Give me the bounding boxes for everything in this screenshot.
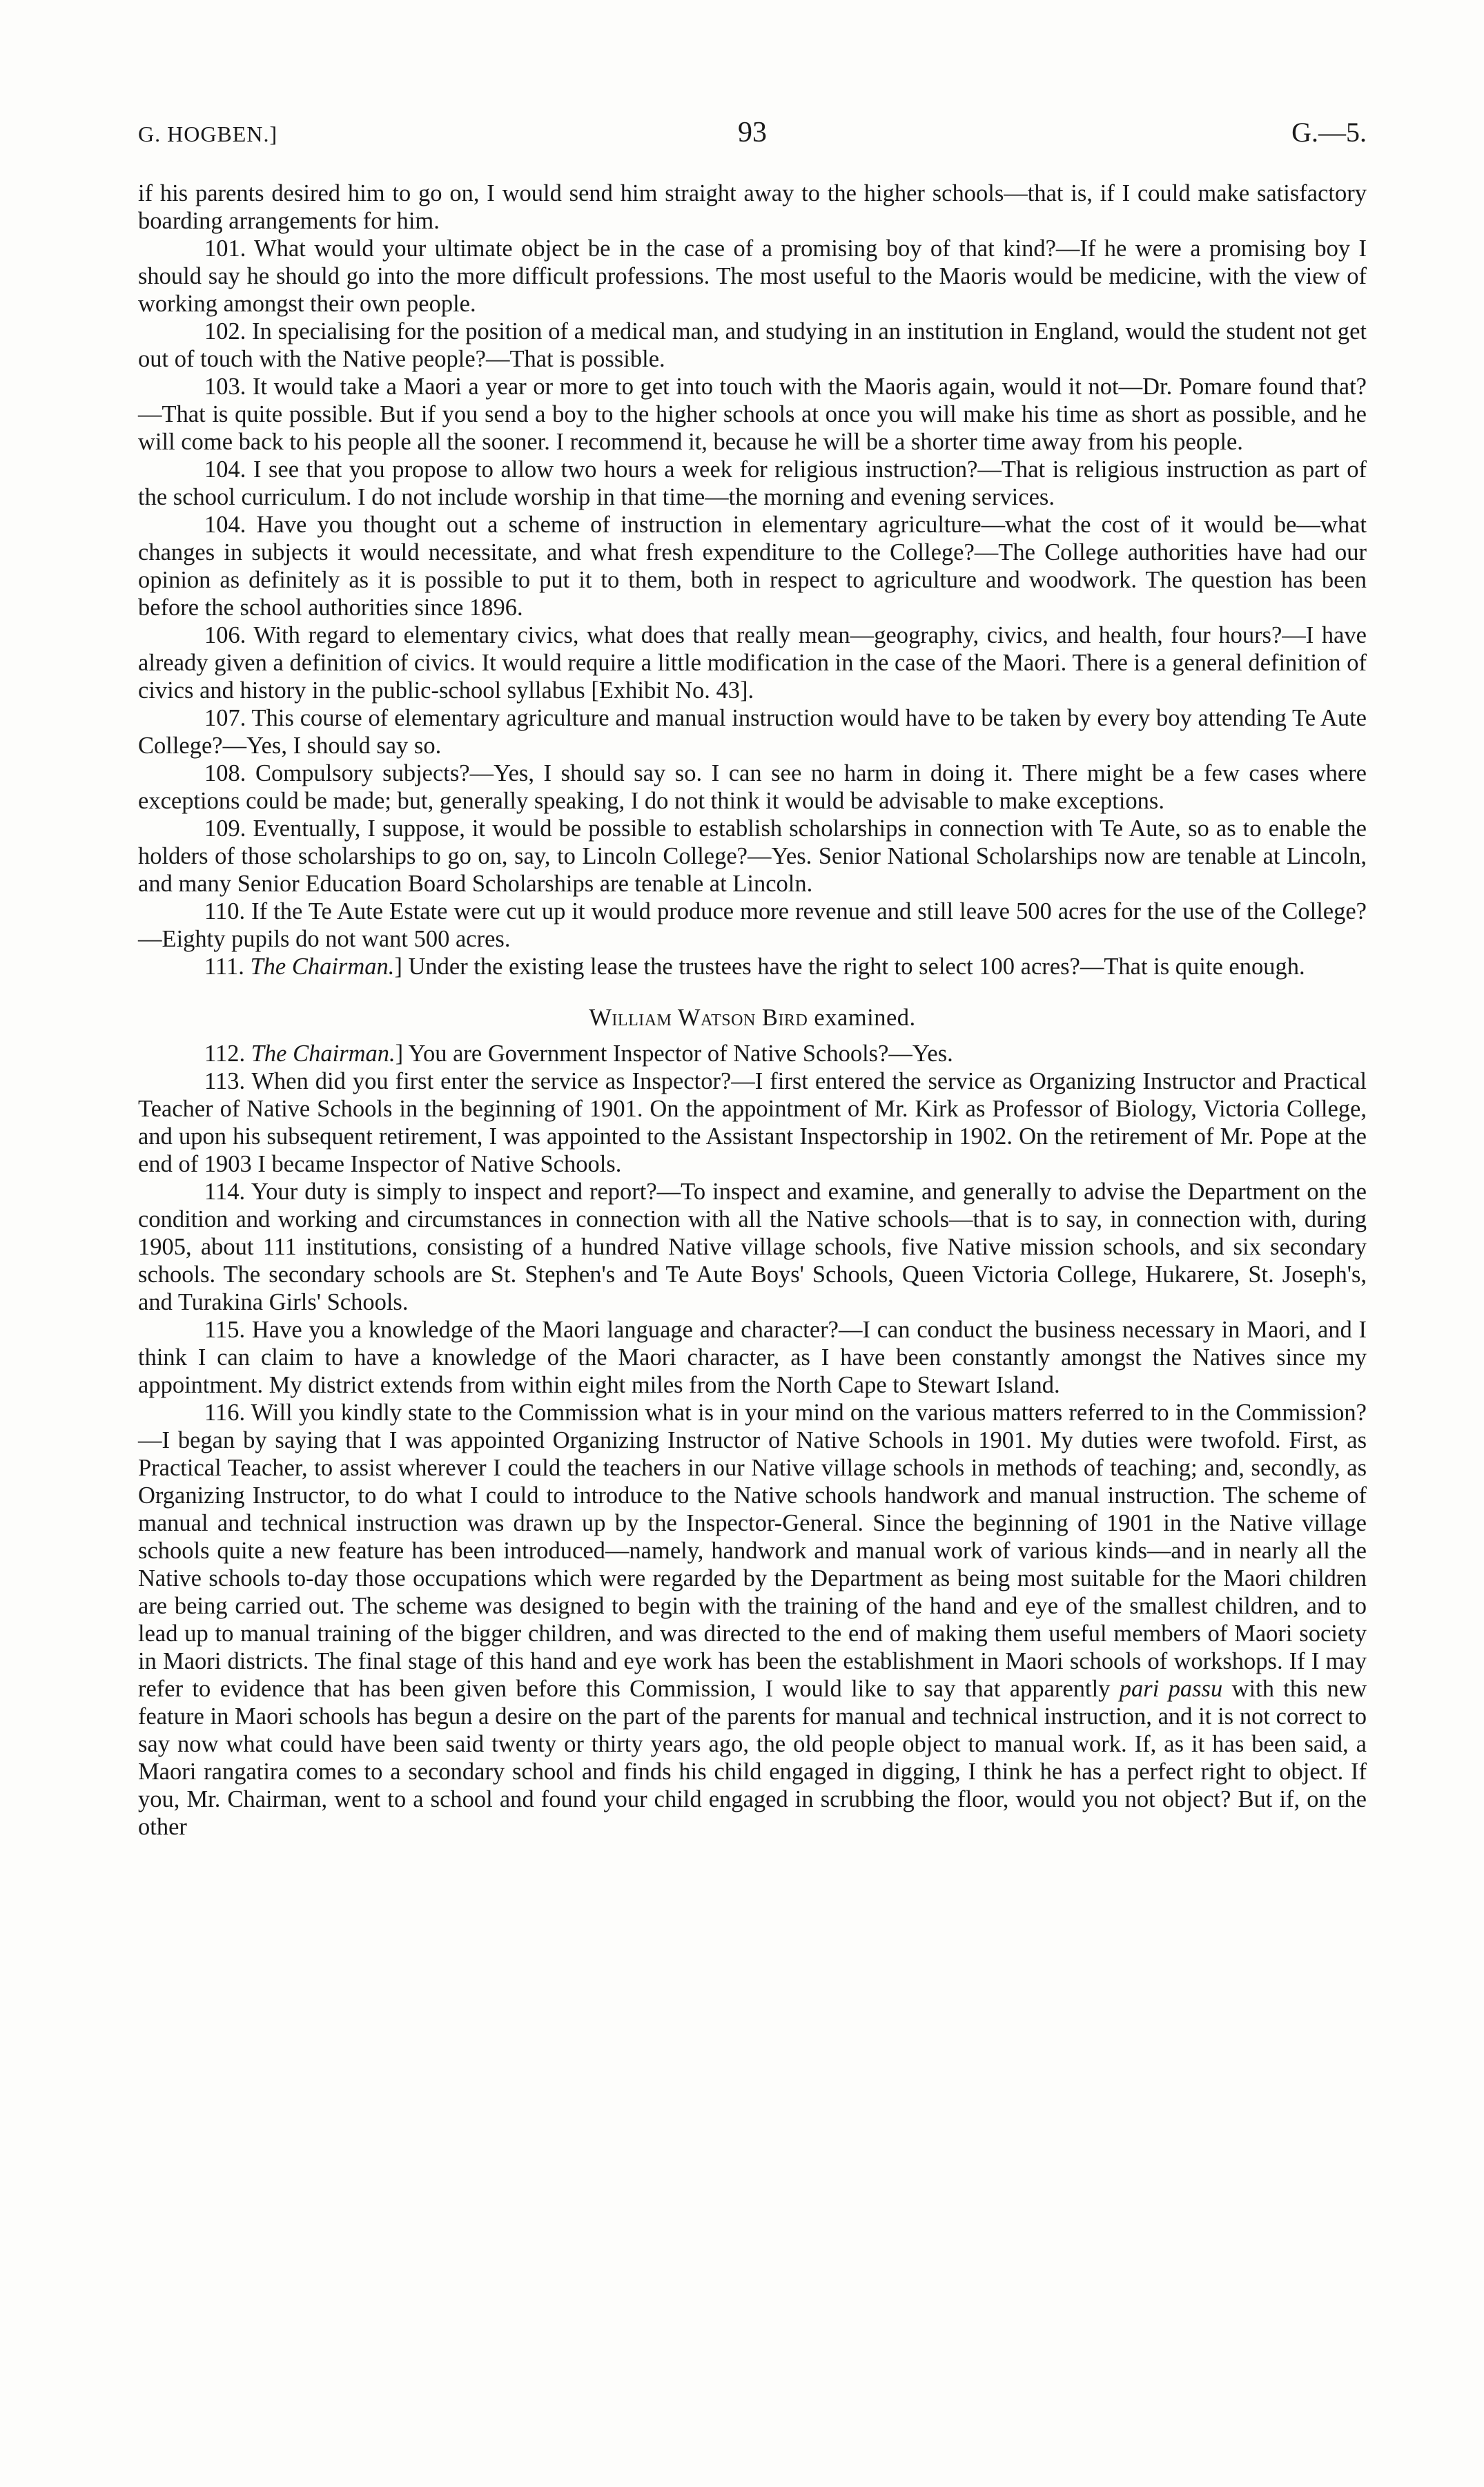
paragraph-intro: if his parents desired him to go on, I would send him straight away to the higher schools—that is, if I could make satisfactory boarding arrangements for him. [138, 180, 1367, 234]
page-number: 93 [738, 117, 767, 148]
question-110: 110. If the Te Aute Estate were cut up it would produce more revenue and still leave 500 acres for the use of the College?—Eighty pupils do not want 500 acres. [138, 898, 1367, 952]
question-106: 106. With regard to elementary civics, what does that really mean—geography, civics, and health, four hours?—I have already given a definition of civics. It would require a little modification in the case of the Maori. There is a general definition of civics and history in the public-school syllabus [Exhibit No. 43]. [138, 622, 1367, 704]
page-body [138, 180, 1367, 1841]
question-111 [138, 953, 1367, 980]
header-author: G. HOGBEN.] [138, 122, 278, 146]
question-116-part2: with this new feature in Maori schools has begun a desire on the part of the parents for manual and technical instruction, and it is not correct to say now what could have been said twenty or thirty years ago, the old people object to manual work. If, as it has been said, a Maori rangatira comes to a secondary school and finds his child engaged in digging, I think he has a perfect right to object. If you, Mr. Chairman, went to a school and found your child engaged in scrubbing the floor, would you not object? But if, on the other [138, 1676, 1367, 1840]
question-116-italic: pari passu [1119, 1676, 1223, 1702]
question-101: 101. What would your ultimate object be in the case of a promising boy of that kind?—If he were a promising boy I should say he should go into the more difficult professions. The most useful to the Maoris would be medicine, with the view of working amongst their own people. [138, 235, 1367, 317]
question-104b: 104. Have you thought out a scheme of instruction in elementary agriculture—what the cost of it would be—what changes in subjects it would necessitate, and what fresh expenditure to the College?—The College authorities have had our opinion as definitely as it is possible to put it to them, both in respect to agriculture and woodwork. The question has been before the school authorities since 1896. [138, 512, 1367, 621]
question-112 [138, 1040, 1367, 1067]
question-112-speaker: The Chairman. [251, 1041, 396, 1067]
question-115: 115. Have you a knowledge of the Maori language and character?—I can conduct the business necessary in Maori, and I think I can claim to have a knowledge of the Maori character, as I have been constantly amongst the Natives since my appointment. My district extends from within eight miles from the North Cape to Stewart Island. [138, 1317, 1367, 1398]
question-116-part1: 116. Will you kindly state to the Commission what is in your mind on the various matters referred to in the Commission?—I began by saying that I was appointed Organizing Instructor of Native Schools in 1901. My duties were twofold. First, as Practical Teacher, to assist wherever I could the teachers in our Native village schools in methods of teaching; and, secondly, as Organizing Instructor, to do what I could to introduce to the Native schools handwork and manual instruction. The scheme of manual and technical instruction was drawn up by the Inspector-General. Since the beginning of 1901 in the Native village schools quite a new feature has been introduced—namely, handwork and manual work of various kinds—and in nearly all the Native schools to-day those occupations which were regarded by the Department as being most suitable for the Maori children are being carried out. The scheme was designed to begin with the training of the hand and eye of the smallest children, and to lead up to manual training of the bigger children, and was directed to the end of making them useful members of Maori society in Maori districts. The final stage of this hand and eye work has been the establishment in Maori schools of workshops. If I may refer to evidence that has been given before this Commission, I would like to say that apparently [138, 1400, 1367, 1702]
witness-heading [138, 1004, 1367, 1032]
document-code: G.—5. [1291, 117, 1367, 148]
witness-heading-suffix: examined. [808, 1005, 916, 1031]
question-113: 113. When did you first enter the service as Inspector?—I first entered the service as Organizing Instructor and Practical Teacher of Native Schools in the beginning of 1901. On the appointment of Mr. Kirk as Professor of Biology, Victoria College, and upon his subsequent retirement, I was appointed to the Assistant Inspectorship in 1902. On the retirement of Mr. Pope at the end of 1903 I became Inspector of Native Schools. [138, 1068, 1367, 1177]
question-112-number: 112. [204, 1041, 246, 1067]
question-104a: 104. I see that you propose to allow two hours a week for religious instruction?—That is religious instruction as part of the school curriculum. I do not include worship in that time—the morning and evening services. [138, 456, 1367, 510]
question-103: 103. It would take a Maori a year or more to get into touch with the Maoris again, would it not—Dr. Pomare found that?—That is quite possible. But if you send a boy to the higher schools at once you will make his time as short as possible, and he will come back to his people all the sooner. I recommend it, because he will be a shorter time away from his people. [138, 374, 1367, 455]
question-107: 107. This course of elementary agriculture and manual instruction would have to be taken by every boy attending Te Aute College?—Yes, I should say so. [138, 705, 1367, 759]
question-111-number: 111. [204, 954, 244, 980]
question-114: 114. Your duty is simply to inspect and report?—To inspect and examine, and generally to advise the Department on the condition and working and circumstances in connection with all the Native schools—that is to say, in connection with, during 1905, about 111 institutions, consisting of a hundred Native village schools, five Native mission schools, and six secondary schools. The secondary schools are St. Stephen's and Te Aute Boys' Schools, Queen Victoria College, Hukarere, St. Joseph's, and Turakina Girls' Schools. [138, 1179, 1367, 1315]
page-header [138, 116, 1367, 157]
witness-name: William Watson Bird [589, 1005, 808, 1031]
question-112-text: ] You are Government Inspector of Native Schools?—Yes. [395, 1041, 953, 1067]
question-109: 109. Eventually, I suppose, it would be possible to establish scholarships in connection with Te Aute, so as to enable the holders of those scholarships to go on, say, to Lincoln College?—Yes. Senior National Scholarships now are tenable at Lincoln, and many Senior Education Board Scholarships are tenable at Lincoln. [138, 815, 1367, 897]
question-116 [138, 1399, 1367, 1841]
question-111-speaker: The Chairman. [250, 954, 395, 980]
question-108: 108. Compulsory subjects?—Yes, I should say so. I can see no harm in doing it. There might be a few cases where exceptions could be made; but, generally speaking, I do not think it would be advisable to make exceptions. [138, 760, 1367, 814]
question-111-text: ] Under the existing lease the trustees have the right to select 100 acres?—That is quite enough. [394, 954, 1305, 980]
question-102: 102. In specialising for the position of a medical man, and studying in an institution in England, would the student not get out of touch with the Native people?—That is possible. [138, 318, 1367, 372]
